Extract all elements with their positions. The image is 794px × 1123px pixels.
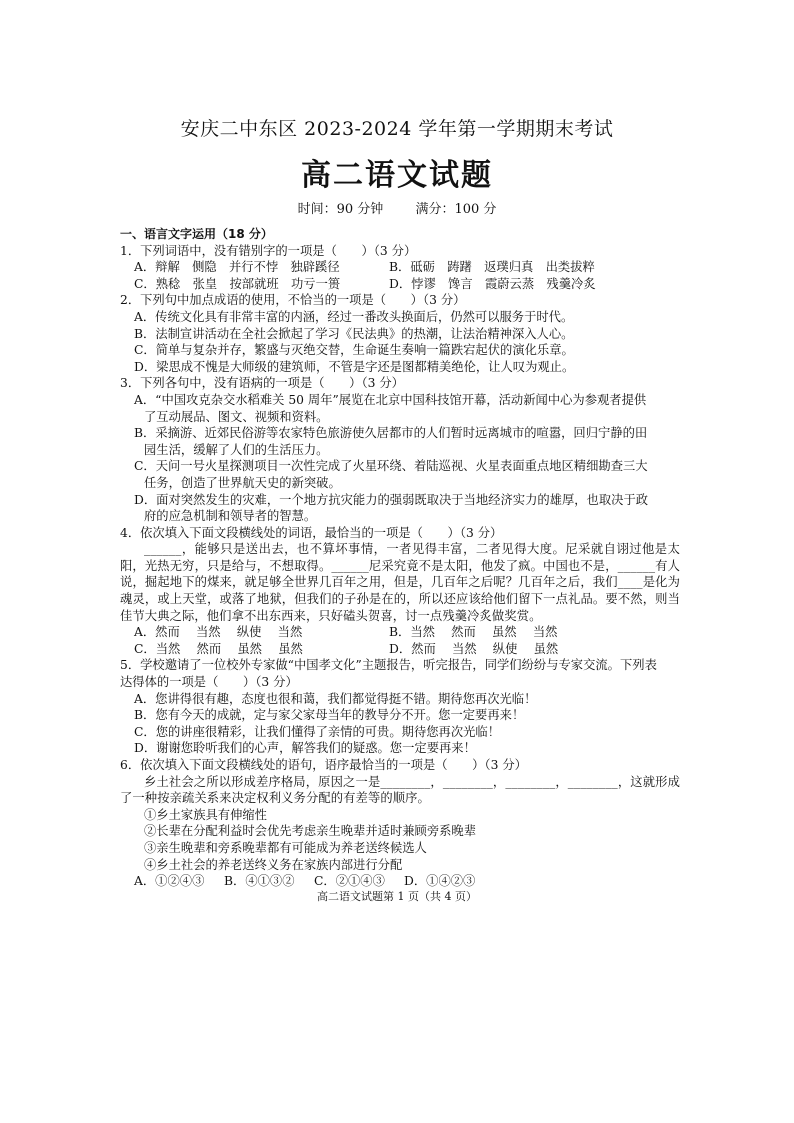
option-d: D．然而 当然 纵使 虽然 <box>389 641 559 656</box>
option-row <box>120 624 680 641</box>
exam-content <box>120 226 680 890</box>
option-a: A．然而 当然 纵使 当然 <box>134 625 303 640</box>
option-c: C．天问一号火星探测项目一次性完成了火星环绕、着陆巡视、火星表面重点地区精细勘查三大 <box>134 459 648 474</box>
option-row <box>120 276 680 293</box>
question-3 <box>120 375 680 524</box>
option-a-continued: 了互动展品、图文、视频和资料。 <box>144 409 329 424</box>
question-stem-continued: 达得体的一项是（ ）（3 分） <box>120 675 298 690</box>
option-b: B．采摘游、近郊民俗游等农家特色旅游使久居都市的人们暂时远离城市的喧嚣，回归宁静的田 <box>134 426 648 441</box>
option-c-continued: 任务，创造了世界航天史的新突破。 <box>144 475 341 490</box>
question-passage: ______，能够只是送出去，也不算坏事情，一者见得丰富，二者见得大度。尼采就自诩过他是太阳，光热无穷，只是给与，不想取得。______尼采究竟不是太阳，他发了疯。中国也不是，______有人说，掘起地下的煤来，就足够全世界几百年之用，但是，几百年之后呢？几百年之后，我们____是化为魂灵，或上天堂，或落了地狱，但我们的子孙是在的，所以还应该给他们留下一点礼品。要不然，则当佳节大典之际，他们拿不出东西来，只好磕头贺喜，讨一点残羹冷炙做奖赏。 <box>120 542 680 623</box>
section-heading: 一、语言文字运用（18 分） <box>120 227 273 241</box>
statement-2: ②长辈在分配利益时会优先考虑亲生晚辈并适时兼顾旁系晚辈 <box>144 824 477 839</box>
option-a: A．您讲得很有趣，态度也很和蔼，我们都觉得挺不错。期待您再次光临！ <box>134 691 537 706</box>
option-d: D．梁思成不愧是大师级的建筑师，不管是字还是图都精美绝伦，让人叹为观止。 <box>134 359 575 374</box>
option-d: D．悖谬 馋言 霞蔚云蒸 残羹冷炙 <box>389 276 596 291</box>
option-c: C．当然 然而 虽然 虽然 <box>134 641 303 656</box>
option-d-continued: 府的应急机制和领导者的智慧。 <box>144 509 317 524</box>
question-5 <box>120 657 680 757</box>
option-b: B．您有今天的成就，定与家父家母当年的教导分不开。您一定要再来！ <box>134 708 525 723</box>
page-footer: 高二语文试题第 1 页（共 4 页） <box>317 890 477 903</box>
option-c: C．简单与复杂并存，繁盛与灭绝交替，生命诞生奏响一篇跌宕起伏的演化乐章。 <box>134 343 574 358</box>
question-4 <box>120 525 680 658</box>
page-title: 高二语文试题 <box>301 158 493 193</box>
option-c: C．您的讲座很精彩，让我们懂得了亲情的可贵。期待您再次光临！ <box>134 724 501 739</box>
option-c: C．熟稔 张皇 按部就班 功亏一篑 <box>134 276 341 291</box>
option-d: D．①④②③ <box>404 874 476 889</box>
option-a: A．“中国攻克杂交水稻难关 50 周年”展览在北京中国科技馆开幕，活动新闻中心为参观者提供 <box>134 392 647 407</box>
question-stem: 4．依次填入下面文段横线处的词语，最恰当的一项是（ ）（3 分） <box>120 525 503 540</box>
option-a: A．辩解 侧隐 并行不悖 独辟蹊径 <box>134 260 340 275</box>
option-row <box>120 641 680 658</box>
question-passage: 乡土社会之所以形成差序格局，原因之一是________，________，________，________，这就形成了一种按亲疏关系来决定权利义务分配的有差等的顺序。 <box>120 774 680 806</box>
school-exam-title: 安庆二中东区 2023-2024 学年第一学期期末考试 <box>180 118 614 140</box>
option-c: C．②①④③ <box>314 874 385 889</box>
statement-3: ③亲生晚辈和旁系晚辈都有可能成为养老送终候选人 <box>144 840 427 855</box>
exam-score: 满分：100 分 <box>415 202 497 217</box>
question-stem: 2．下列句中加点成语的使用，不恰当的一项是（ ）（3 分） <box>120 293 466 308</box>
option-d: D．谢谢您聆听我们的心声，解答我们的疑惑。您一定要再来！ <box>134 741 476 756</box>
option-b: B．砥砺 踌躇 返璞归真 出类拔粹 <box>389 260 595 275</box>
option-row <box>120 259 680 276</box>
option-b: B．当然 然而 虽然 当然 <box>389 625 558 640</box>
exam-time: 时间：90 分钟 <box>297 202 384 217</box>
option-b-continued: 园生活，缓解了人们的生活压力。 <box>144 442 329 457</box>
question-2 <box>120 292 680 375</box>
question-1 <box>120 243 680 293</box>
question-stem: 3．下列各句中，没有语病的一项是（ ）（3 分） <box>120 376 404 391</box>
option-a: A．传统文化具有非常丰富的内涵，经过一番改头换面后，仍然可以服务于时代。 <box>134 309 574 324</box>
question-stem: 5．学校邀请了一位校外专家做“中国孝文化”主题报告，听完报告，同学们纷纷与专家交流。下列表 <box>120 658 657 673</box>
option-d: D．面对突然发生的灾难，一个地方抗灾能力的强弱既取决于当地经济实力的雄厚，也取决于政 <box>134 492 649 507</box>
statement-4: ④乡土社会的养老送终义务在家族内部进行分配 <box>144 857 403 872</box>
question-stem: 1．下列词语中，没有错别字的一项是（ ）（3 分） <box>120 243 417 258</box>
question-6 <box>120 757 680 890</box>
statement-1: ①乡土家族具有伸缩性 <box>144 807 267 822</box>
exam-meta <box>0 198 794 217</box>
option-a: A．①②④③ <box>134 874 205 889</box>
option-b: B．④①③② <box>224 874 295 889</box>
option-b: B．法制宣讲活动在全社会掀起了学习《民法典》的热潮，让法治精神深入人心。 <box>134 326 574 341</box>
question-stem: 6．依次填入下面文段横线处的语句，语序最恰当的一项是（ ）（3 分） <box>120 758 527 772</box>
